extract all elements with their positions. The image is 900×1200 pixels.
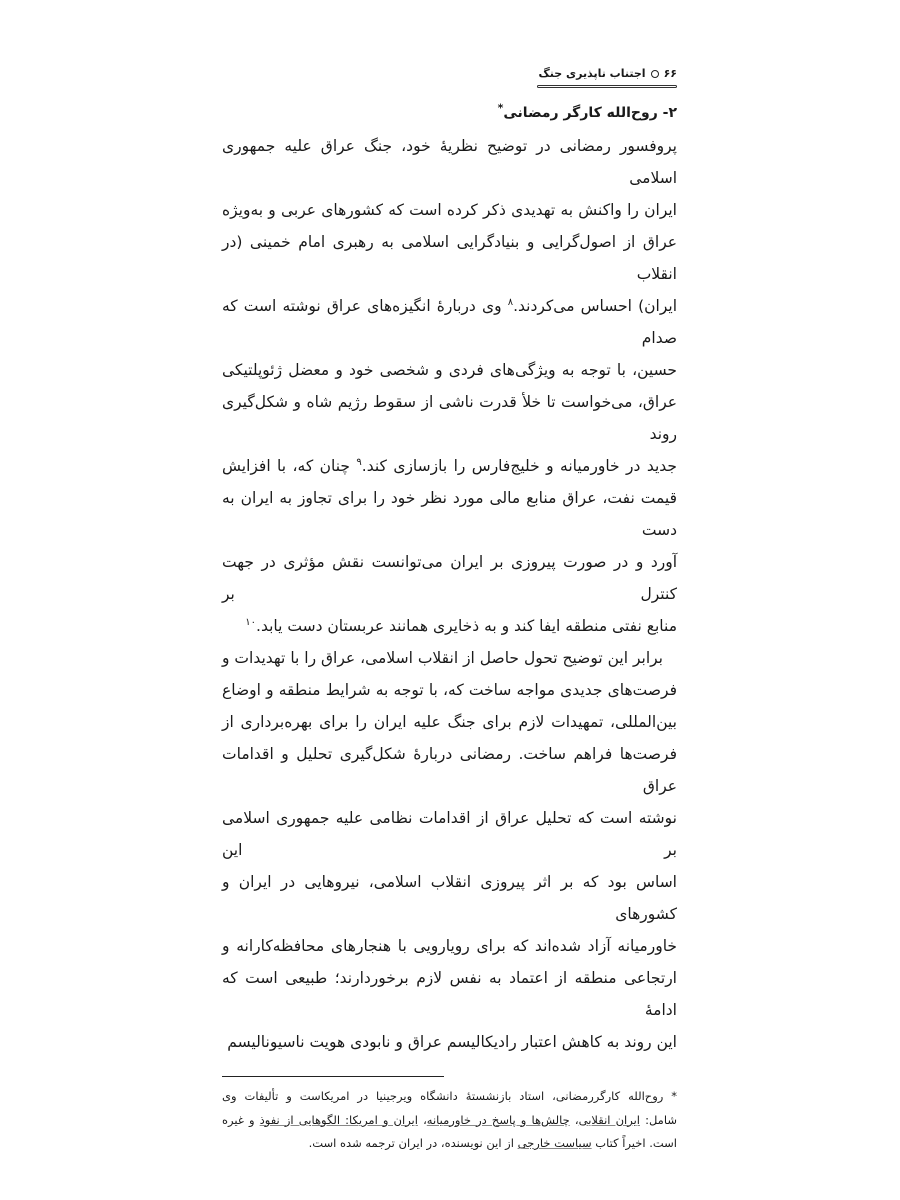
text-line — [222, 802, 677, 866]
footnote — [222, 1085, 677, 1156]
book-title: چالش‌ها و پاسخ در خاورمیانه — [426, 1112, 570, 1127]
footnote-line — [222, 1109, 677, 1133]
text-run: عراق از اصول‌گرایی و بنیادگرایی اسلامی به رهبری امام خمینی (در انقلاب — [222, 233, 677, 283]
text-run: قیمت نفت، عراق منابع مالی مورد نظر خود را برای تجاوز به ایران به دست — [222, 489, 677, 539]
text-line — [222, 290, 677, 354]
footnote-reference: ۸ — [507, 296, 514, 308]
text-line — [222, 226, 677, 290]
running-title: اجتناب ناپذیری جنگ — [538, 67, 646, 80]
text-run: نوشته است که تحلیل عراق از اقدامات نظامی علیه جمهوری اسلامی بر این — [222, 809, 677, 859]
section-title — [222, 102, 677, 124]
text-run: ارتجاعی منطقه از اعتماد به نفس لازم برخوردارند؛ طبیعی است که ادامهٔ — [222, 969, 677, 1019]
text-run: برابر این توضیح تحول حاصل از انقلاب اسلامی، عراق را با تهدیدات و — [222, 649, 663, 667]
footnote-marker: * — [497, 101, 504, 115]
text-line — [222, 930, 677, 962]
section-title-text: ۲- روح‌الله کارگر رمضانی — [503, 105, 677, 121]
book-title: ایران و امریکا: الگوهایی از نفوذ — [259, 1112, 418, 1127]
text-run: * روح‌الله کارگررمضانی، استاد بازنشستهٔ دانشگاه ویرجینیا در امریکاست و تألیفات وی — [222, 1089, 677, 1103]
text-line — [222, 706, 677, 738]
footnote-reference: ۹ — [356, 456, 362, 468]
text-line — [222, 962, 677, 1026]
text-run: چنان که، با افزایش — [222, 457, 357, 475]
text-run: خاورمیانه آزاد شده‌اند که برای رویارویی با هنجارهای محافظه‌کارانه و — [222, 937, 677, 955]
footnote-line — [222, 1132, 677, 1156]
text-line — [222, 450, 677, 482]
text-line — [222, 674, 677, 706]
running-header — [222, 66, 677, 82]
text-line — [222, 610, 677, 642]
text-line — [222, 482, 677, 546]
text-line — [222, 866, 677, 930]
text-run: فرصت‌های جدیدی مواجه ساخت که، با توجه به شرایط منطقه و اوضاع — [222, 681, 677, 699]
text-line — [222, 386, 677, 450]
text-run: ایران را واکنش به تهدیدی ذکر کرده است که کشورهای عربی و به‌ویژه — [222, 201, 677, 219]
text-run: جدید در خاورمیانه و خلیج‌فارس را بازسازی کند. — [361, 457, 678, 475]
book-page — [222, 0, 677, 1156]
text-line — [222, 642, 677, 674]
text-line — [222, 738, 677, 802]
text-run: پروفسور رمضانی در توضیح نظریهٔ خود، جنگ عراق علیه جمهوری اسلامی — [222, 137, 677, 187]
page-number: ۶۶ — [663, 67, 677, 80]
text-run: ، — [569, 1112, 579, 1127]
body-text — [222, 130, 677, 1058]
text-run: این روند به کاهش اعتبار رادیکالیسم عراق و نابودی هویت ناسیونالیسم — [227, 1033, 677, 1051]
text-line — [222, 130, 677, 194]
text-run: عراق، می‌خواست تا خلأ قدرت ناشی از سقوط رژیم شاه و شکل‌گیری روند — [222, 393, 677, 443]
text-line — [222, 546, 677, 610]
text-run: حسین، با توجه به ویژگی‌های فردی و شخصی خود و معضل ژئوپلتیکی — [222, 361, 677, 379]
book-title: سیاست خارجی — [517, 1136, 592, 1150]
text-run: ایران) احساس می‌کردند. — [513, 297, 678, 315]
book-title: ایران انقلابی — [578, 1112, 640, 1127]
text-line — [222, 194, 677, 226]
text-run: است. اخیراً کتاب — [591, 1136, 677, 1150]
footnote-reference: ۱۰ — [245, 616, 257, 628]
text-line — [222, 1026, 677, 1058]
text-run: اساس بود که بر اثر پیروزی انقلاب اسلامی، نیروهایی در ایران و کشورهای — [222, 873, 677, 923]
text-run: بین‌المللی، تمهیدات لازم برای جنگ علیه ایران را برای بهره‌برداری از — [222, 713, 677, 731]
text-run: شامل: — [639, 1112, 677, 1127]
footnote-rule — [222, 1076, 444, 1077]
text-run: وی دربارهٔ انگیزه‌های عراق نوشته است که صدام — [222, 297, 677, 347]
text-run: و غیره — [222, 1112, 260, 1127]
text-run: آورد و در صورت پیروزی بر ایران می‌توانست نقش مؤثری در جهت کنترل بر — [222, 553, 677, 603]
text-run: فرصت‌ها فراهم ساخت. رمضانی دربارهٔ شکل‌گیری تحلیل و اقدامات عراق — [222, 745, 677, 795]
text-line — [222, 354, 677, 386]
footnote-line — [222, 1085, 677, 1109]
text-run: از این نویسنده، در ایران ترجمه شده است. — [308, 1136, 518, 1150]
text-run: منابع نفتی منطقه ایفا کند و به ذخایری همانند عربستان دست یابد. — [256, 617, 677, 635]
text-run: ، — [417, 1112, 427, 1127]
header-rule — [537, 85, 677, 88]
circle-ornament-icon — [651, 70, 659, 78]
